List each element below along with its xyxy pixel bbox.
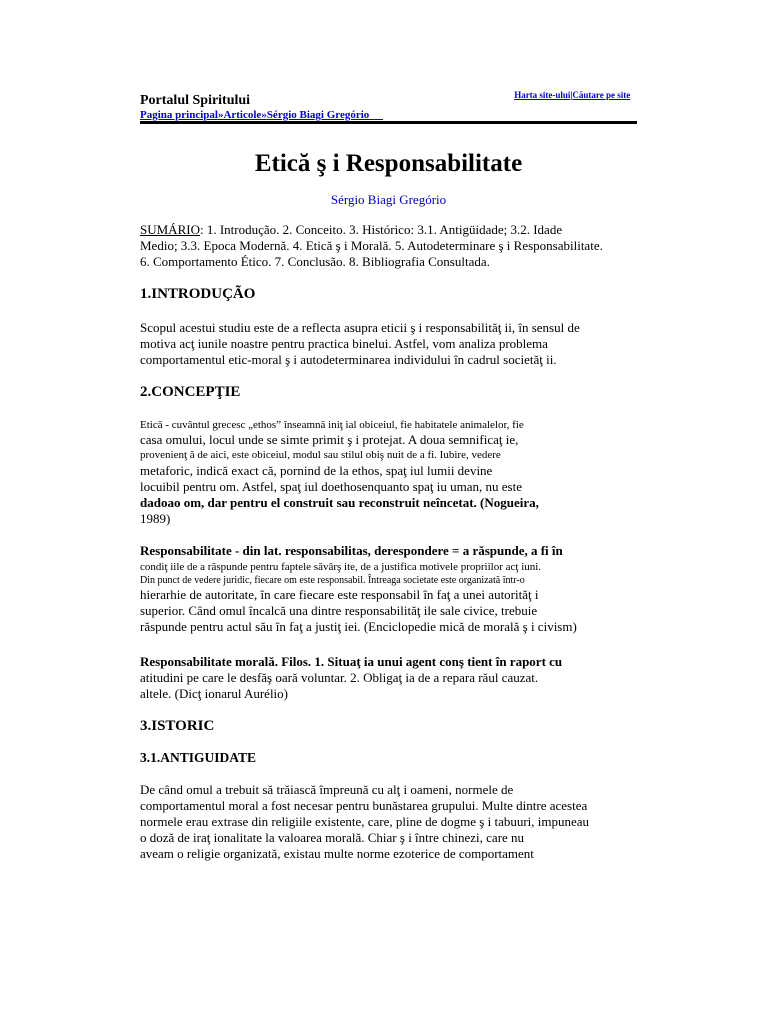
article-title: Etică ş i Responsabilitate — [254, 150, 523, 177]
paragraph-line: răspunde pentru actul său în faţ a justiţ iei. (Enciclopedie mică de morală ş i civism) — [140, 619, 577, 634]
breadcrumb-home-link[interactable]: Pagina principal — [140, 109, 218, 121]
summary-line: Medio; 3.3. Epoca Modernă. 4. Etică ş i Morală. 5. Autodeterminare ş i Responsabilitate. — [140, 238, 603, 253]
section-heading-concept: 2.CONCEPŢIE — [140, 384, 241, 400]
link-separator: | — [570, 90, 573, 100]
breadcrumb — [140, 109, 383, 121]
site-search-link[interactable]: Căutare pe site — [572, 90, 631, 100]
breadcrumb-author-link[interactable]: Sérgio Biagi Gregório — [266, 109, 370, 121]
section-heading-introduction: 1.INTRODUÇÃO — [140, 286, 256, 302]
site-map-link[interactable]: Harta site-ului — [514, 90, 571, 100]
paragraph-line: De când omul a trebuit să trăiască împreună cu alţ i oameni, normele de — [140, 782, 514, 797]
site-title: Portalul Spiritului — [140, 93, 251, 108]
paragraph-line: casa omului, locul unde se simte primit ş i protejat. A doua semnificaţ ie, — [140, 432, 519, 447]
summary-text: : 1. Introdução. 2. Conceito. 3. Histórico: 3.1. Antigüidade; 3.2. Idade — [199, 222, 563, 237]
paragraph-line: Responsabilitate morală. Filos. 1. Situaţ ia unui agent conş tient în raport cu — [140, 654, 563, 669]
paragraph-line: dadoao om, dar pentru el construit sau reconstruit neîncetat. (Nogueira, — [140, 495, 539, 510]
subsection-heading-antiquity: 3.1.ANTIGUIDATE — [140, 750, 257, 765]
paragraph-line: provenienţ ă de aici, este obiceiul, modul sau stilul obiş nuit de a fi. Iubire, vedere — [140, 449, 501, 461]
paragraph-line: altele. (Dicţ ionarul Aurélio) — [140, 686, 289, 701]
breadcrumb-separator: » — [261, 109, 267, 121]
header-divider — [140, 121, 637, 124]
ethics-definition-paragraph — [140, 418, 640, 527]
paragraph-line: Etică - cuvântul grecesc „ethos” înseamnă iniţ ial obiceiul, fie habitatele animalelor, fie — [140, 419, 524, 431]
page-header — [140, 0, 637, 126]
summary-label: SUMÁRIO — [140, 222, 200, 237]
paragraph-line: atitudini pe care le desfăş oară voluntar. 2. Obligaţ ia de a repara răul cauzat. — [140, 670, 539, 685]
top-links — [514, 90, 637, 100]
summary-line — [140, 222, 640, 238]
paragraph-line: comportamentul moral a fost necesar pentru bunăstarea grupului. Multe dintre acestea — [140, 798, 588, 813]
breadcrumb-articles-link[interactable]: Articole — [223, 109, 262, 121]
paragraph-line: comportamentul etic-moral ş i autodeterminarea individului în cadrul societăţ ii. — [140, 352, 557, 367]
author-link[interactable]: Sérgio Biagi Gregório — [330, 192, 447, 207]
paragraph-line: Scopul acestui studiu este de a reflecta asupra eticii ş i responsabilităţ ii, în sensul de — [140, 320, 580, 335]
summary-line: 6. Comportamento Ético. 7. Conclusão. 8. Bibliografia Consultada. — [140, 254, 490, 269]
breadcrumb-separator: » — [217, 109, 224, 121]
breadcrumb-trailing-space — [369, 109, 383, 121]
paragraph-line: condiţ iile de a răspunde pentru faptele săvârş ite, de a justifica motivele propriilor acţ iuni. — [140, 561, 542, 573]
paragraph-line: superior. Când omul încalcă una dintre responsabilităţ ile sale civice, trebuie — [140, 603, 538, 618]
moral-responsibility-paragraph — [140, 654, 640, 702]
paragraph-line: metaforic, indică exact că, pornind de la ethos, spaţ iul lumii devine — [140, 463, 493, 478]
section-heading-history: 3.ISTORIC — [140, 718, 215, 734]
antiquity-paragraph — [140, 782, 640, 862]
paragraph-line: 1989) — [140, 511, 171, 526]
paragraph-line: hierarhie de autoritate, în care fiecare este responsabil în faţ a unei autorităţ i — [140, 587, 539, 602]
paragraph-line: Din punct de vedere juridic, fiecare om este responsabil. Întreaga societate este organizată într-o — [140, 575, 525, 586]
paragraph-line: motiva acţ iunile noastre pentru practica binelui. Astfel, vom analiza problema — [140, 336, 548, 351]
introduction-paragraph — [140, 320, 640, 368]
article-author — [140, 192, 637, 208]
responsibility-definition-paragraph — [140, 543, 640, 635]
paragraph-line: aveam o religie organizată, existau multe norme ezoterice de comportament — [140, 846, 534, 861]
paragraph-line: locuibil pentru om. Astfel, spaţ iul doethosenquanto spaţ iu uman, nu este — [140, 479, 522, 494]
summary — [140, 222, 640, 270]
paragraph-line: Responsabilitate - din lat. responsabilitas, derespondere = a răspunde, a fi în — [140, 543, 563, 558]
paragraph-line: normele erau extrase din religiile existente, care, pline de dogme ş i tabuuri, impuneau — [140, 814, 590, 829]
paragraph-line: o doză de iraţ ionalitate la valoarea morală. Chiar ş i între chinezi, care nu — [140, 830, 525, 845]
